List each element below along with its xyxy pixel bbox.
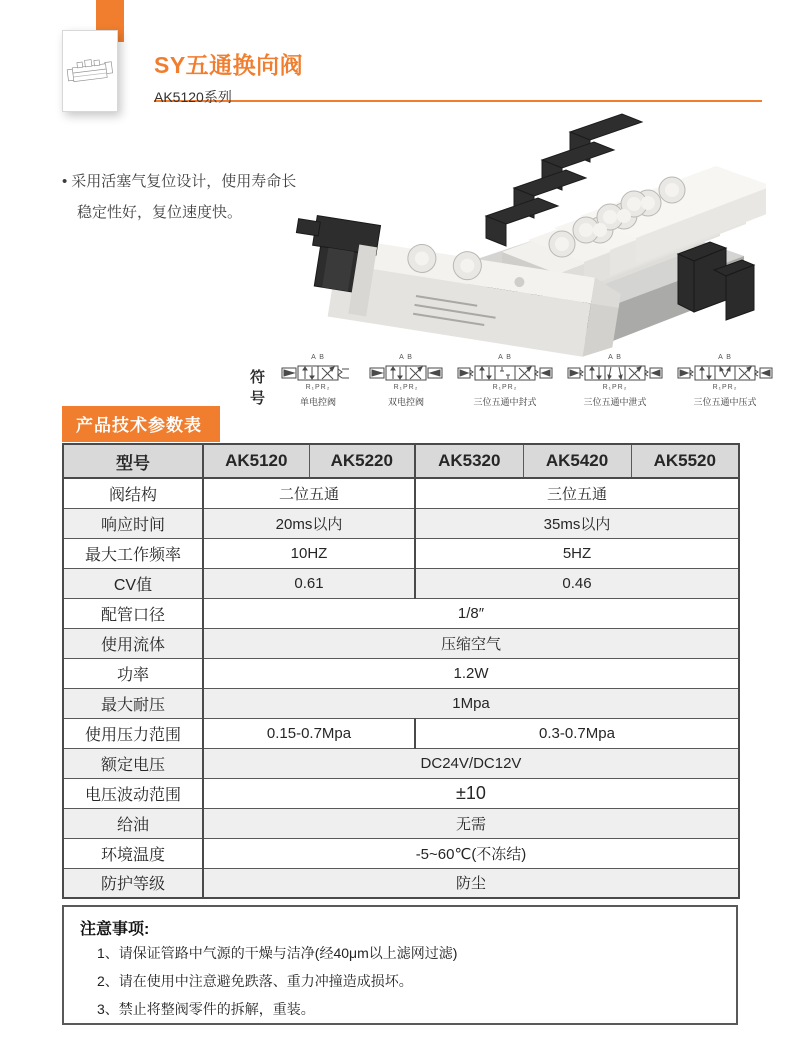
row-value: 二位五通 <box>203 478 415 508</box>
table-row <box>63 778 739 808</box>
bullet-dot: • <box>62 173 68 190</box>
feature-line-1: • 采用活塞气复位设计，使用寿命长 <box>62 173 297 190</box>
table-row <box>63 538 739 568</box>
row-label: 防护等级 <box>63 868 203 898</box>
symbols-label: 符号 <box>250 369 266 407</box>
row-label: CV值 <box>63 568 203 598</box>
section-title-badge: 产品技术参数表 <box>62 406 220 442</box>
spec-table <box>62 443 740 899</box>
valve-symbol-5-3-exhaust-icon <box>567 362 663 384</box>
notes-box <box>62 905 738 1025</box>
col-header-model: AK5120 <box>203 444 309 478</box>
table-row <box>63 598 739 628</box>
notes-list <box>80 939 720 1023</box>
symbol-closed-center: A B R₁PR₂ 三位五通中封式 <box>457 354 553 408</box>
row-label: 使用流体 <box>63 628 203 658</box>
row-value: 20ms以内 <box>203 508 415 538</box>
symbol-caption: 三位五通中泄式 <box>583 397 647 407</box>
note-item: 1、请保证管路中气源的干燥与洁净(经40μm以上滤网过滤) <box>97 945 458 961</box>
valve-outline-icon <box>65 49 115 93</box>
table-row <box>63 568 739 598</box>
row-value: 1/8″ <box>203 598 739 628</box>
row-value: 0.15-0.7Mpa <box>203 718 415 748</box>
table-row <box>63 808 739 838</box>
table-row <box>63 718 739 748</box>
page-title: SY五通换向阀 <box>154 52 304 78</box>
row-label: 给油 <box>63 808 203 838</box>
col-header-model: AK5220 <box>309 444 415 478</box>
row-label: 电压波动范围 <box>63 778 203 808</box>
symbol-caption: 三位五通中压式 <box>693 397 757 407</box>
row-value: 1Mpa <box>203 688 739 718</box>
feature-list <box>62 166 296 228</box>
feature-line-2: 稳定性好，复位速度快。 <box>77 204 243 221</box>
note-item: 3、禁止将整阀零件的拆解，重装。 <box>97 1001 315 1017</box>
table-row <box>63 868 739 898</box>
row-label: 阀结构 <box>63 478 203 508</box>
row-value: 10HZ <box>203 538 415 568</box>
symbol-single-solenoid: A B R₁PR₂ 单电控阀 <box>281 354 355 408</box>
row-value: 压缩空气 <box>203 628 739 658</box>
symbol-double-solenoid: A B R₁PR₂ 双电控阀 <box>369 354 443 408</box>
col-header-label: 型号 <box>63 444 203 478</box>
notes-title: 注意事项: <box>80 921 150 938</box>
valve-symbol-5-3-pressure-icon <box>677 362 773 384</box>
symbol-pressure-center: A B R₁PR₂ 三位五通中压式 <box>677 354 773 408</box>
page-subtitle: AK5120系列 <box>154 89 232 105</box>
row-value: 防尘 <box>455 875 486 893</box>
row-value: DC24V/DC12V <box>203 748 739 778</box>
table-row <box>63 688 739 718</box>
row-label: 最大工作频率 <box>63 538 203 568</box>
col-header-model: AK5420 <box>523 444 631 478</box>
valve-symbol-5-3-closed-icon <box>457 362 553 384</box>
product-thumbnail <box>62 30 118 112</box>
row-label: 最大耐压 <box>63 688 203 718</box>
note-item: 2、请在使用中注意避免跌落、重力冲撞造成损坏。 <box>97 973 413 989</box>
row-value: 0.61 <box>203 568 415 598</box>
row-label: 使用压力范围 <box>63 718 203 748</box>
row-value: ±10 <box>203 778 739 808</box>
symbol-exhaust-center: A B R₁PR₂ 三位五通中泄式 <box>567 354 663 408</box>
row-value: 1.2W <box>203 658 739 688</box>
table-row <box>63 628 739 658</box>
row-label: 配管口径 <box>63 598 203 628</box>
row-value: -5~60℃(不冻结) <box>203 838 739 868</box>
symbols-row <box>250 354 762 408</box>
spec-table-header <box>63 444 739 478</box>
table-row <box>63 838 739 868</box>
symbol-caption: 双电控阀 <box>388 397 425 407</box>
valve-symbol-5-2-single-icon <box>281 362 355 384</box>
table-row <box>63 748 739 778</box>
row-label: 环境温度 <box>63 838 203 868</box>
row-value: 0.3-0.7Mpa <box>415 718 739 748</box>
row-value: 35ms以内 <box>415 508 739 538</box>
valve-symbol-5-2-double-icon <box>369 362 443 384</box>
table-row <box>63 658 739 688</box>
table-row <box>63 478 739 508</box>
row-value: 无需 <box>203 808 739 838</box>
col-header-model: AK5520 <box>631 444 739 478</box>
row-value: 三位五通 <box>415 478 739 508</box>
table-row <box>63 508 739 538</box>
row-label: 响应时间 <box>63 508 203 538</box>
row-value: 5HZ <box>415 538 739 568</box>
single-valve-product-image <box>268 196 646 358</box>
row-label: 功率 <box>63 658 203 688</box>
row-value: 0.46 <box>415 568 739 598</box>
symbol-caption: 三位五通中封式 <box>473 397 537 407</box>
row-label: 额定电压 <box>63 748 203 778</box>
col-header-model: AK5320 <box>415 444 523 478</box>
symbol-caption: 单电控阀 <box>300 397 337 407</box>
